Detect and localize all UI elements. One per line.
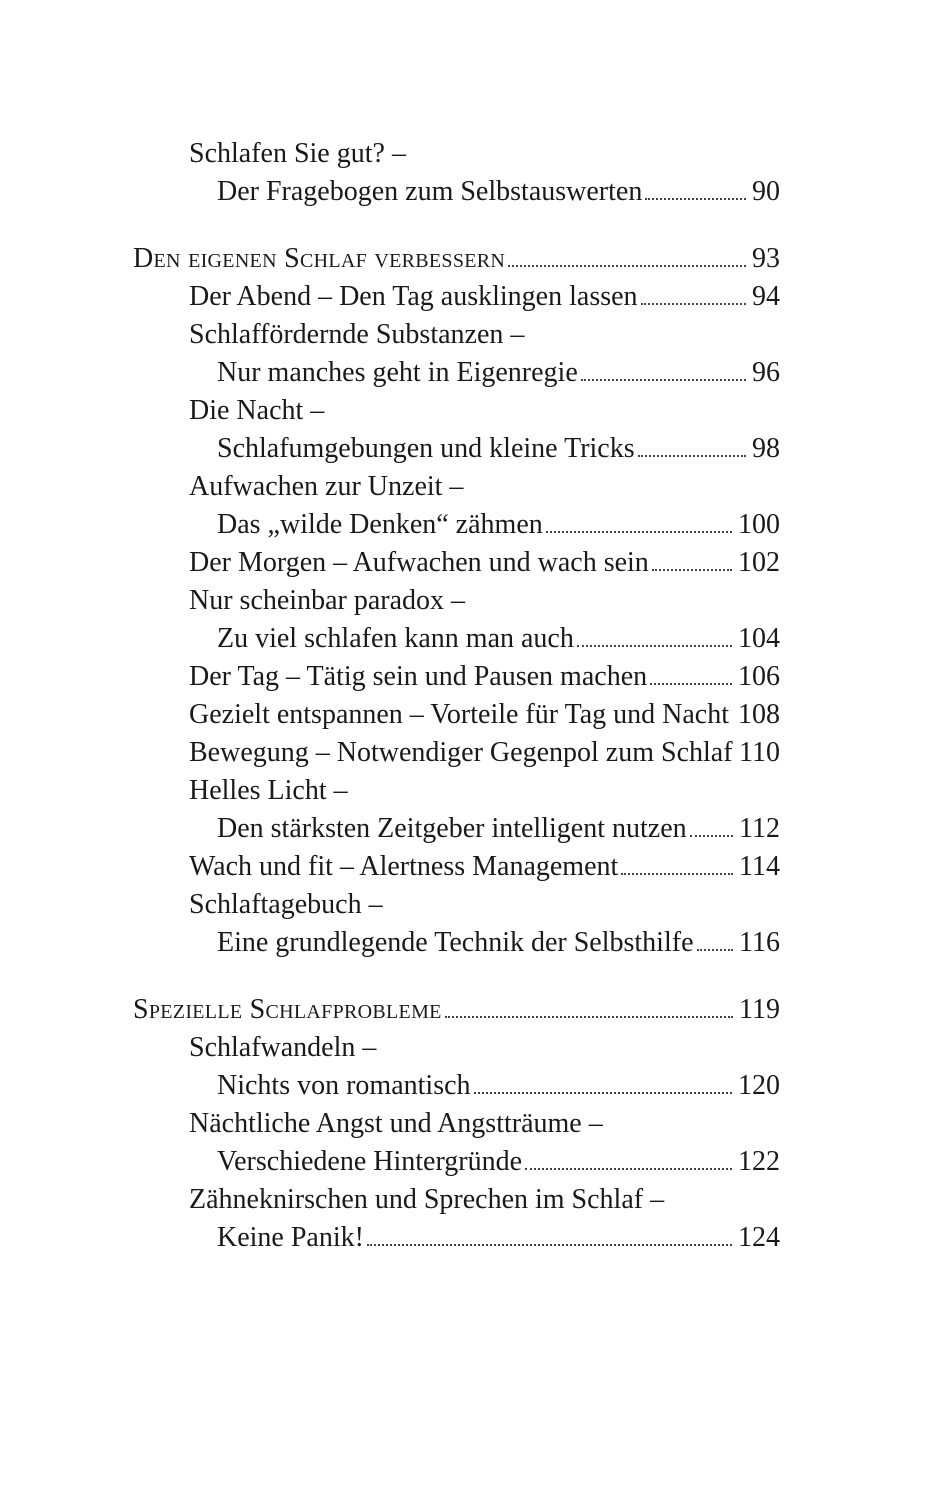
toc-entry	[0, 135, 945, 173]
toc-entry-text: Nächtliche Angst und Angstträume –	[189, 1108, 603, 1139]
toc-entry-text: Zu viel schlafen kann man auch	[217, 623, 574, 654]
toc-entry-text: Das „wilde Denken“ zähmen	[217, 509, 543, 540]
toc-entry	[0, 468, 945, 506]
table-of-contents	[0, 135, 945, 1257]
toc-entry-text: Der Morgen – Aufwachen und wach sein	[189, 547, 649, 578]
dot-leader	[474, 1092, 732, 1094]
toc-entry	[0, 848, 945, 886]
dot-leader	[641, 303, 746, 305]
toc-entry-text: Schlaftagebuch –	[189, 889, 383, 920]
toc-page-number: 100	[738, 509, 780, 540]
toc-entry	[0, 620, 945, 658]
toc-entry-text: Schlafwandeln –	[189, 1032, 377, 1063]
toc-section-heading	[0, 991, 945, 1029]
toc-page-number: 106	[738, 661, 780, 692]
toc-entry	[0, 1181, 945, 1219]
toc-page-number: 119	[739, 994, 780, 1025]
toc-entry	[0, 810, 945, 848]
dot-leader	[690, 835, 733, 837]
toc-page-number: 116	[739, 927, 780, 958]
toc-entry-text: Der Fragebogen zum Selbstauswerten	[217, 176, 643, 207]
toc-entry	[0, 1067, 945, 1105]
toc-entry-text: Keine Panik!	[217, 1222, 364, 1253]
toc-entry-text: Schlafumgebungen und kleine Tricks	[217, 433, 635, 464]
dot-leader	[577, 645, 732, 647]
toc-entry	[0, 1029, 945, 1067]
toc-entry	[0, 506, 945, 544]
toc-entry	[0, 430, 945, 468]
toc-entry-text: Bewegung – Notwendiger Gegenpol zum Schlaf	[189, 737, 733, 768]
dot-leader	[546, 531, 732, 533]
toc-entry	[0, 1219, 945, 1257]
toc-entry-text: Der Abend – Den Tag ausklingen lassen	[189, 281, 638, 312]
toc-page-number: 120	[738, 1070, 780, 1101]
toc-entry	[0, 392, 945, 430]
toc-entry-text: Nur scheinbar paradox –	[189, 585, 466, 616]
toc-page-number: 110	[739, 737, 780, 768]
toc-page-number: 96	[752, 357, 780, 388]
dot-leader	[638, 455, 746, 457]
toc-page-number: 94	[752, 281, 780, 312]
toc-entry	[0, 544, 945, 582]
toc-page-number: 104	[738, 623, 780, 654]
toc-entry-text: Der Tag – Tätig sein und Pausen machen	[189, 661, 648, 692]
toc-entry	[0, 924, 945, 962]
toc-section-heading	[0, 240, 945, 278]
dot-leader	[621, 873, 733, 875]
toc-page-number: 108	[738, 699, 780, 730]
toc-entry-text: Nur manches geht in Eigenregie	[217, 357, 578, 388]
toc-entry	[0, 1143, 945, 1181]
toc-entry	[0, 316, 945, 354]
toc-section-title: Den eigenen Schlaf verbessern	[133, 243, 506, 274]
dot-leader	[581, 379, 746, 381]
toc-page-number: 90	[752, 176, 780, 207]
toc-entry	[0, 886, 945, 924]
toc-entry-text: Aufwachen zur Unzeit –	[189, 471, 464, 502]
toc-page-number: 112	[739, 813, 780, 844]
toc-entry	[0, 173, 945, 211]
toc-entry-text: Eine grundlegende Technik der Selbsthilfe	[217, 927, 694, 958]
toc-entry-text: Nichts von romantisch	[217, 1070, 471, 1101]
toc-page-number: 122	[738, 1146, 780, 1177]
toc-entry	[0, 278, 945, 316]
toc-entry	[0, 734, 945, 772]
toc-section-title: Spezielle Schlafprobleme	[133, 994, 442, 1025]
toc-entry	[0, 658, 945, 696]
toc-entry-text: Gezielt entspannen – Vorteile für Tag und Nacht	[189, 699, 729, 730]
dot-leader	[508, 265, 746, 267]
toc-entry-text: Die Nacht –	[189, 395, 325, 426]
toc-entry-text: Zähneknirschen und Sprechen im Schlaf –	[189, 1184, 665, 1215]
toc-entry	[0, 354, 945, 392]
dot-leader	[697, 949, 733, 951]
toc-entry	[0, 582, 945, 620]
dot-leader	[445, 1016, 733, 1018]
toc-entry	[0, 696, 945, 734]
toc-entry-text: Schlafen Sie gut? –	[189, 138, 406, 169]
toc-entry	[0, 772, 945, 810]
toc-page-number: 114	[739, 851, 780, 882]
toc-entry-text: Verschiedene Hintergründe	[217, 1146, 523, 1177]
toc-entry	[0, 1105, 945, 1143]
dot-leader	[652, 569, 732, 571]
toc-entry-text: Schlaffördernde Substanzen –	[189, 319, 525, 350]
toc-entry-text: Helles Licht –	[189, 775, 348, 806]
dot-leader	[645, 198, 746, 200]
toc-entry-text: Den stärksten Zeitgeber intelligent nutzen	[217, 813, 687, 844]
toc-entry-text: Wach und fit – Alertness Management	[189, 851, 619, 882]
toc-page-number: 124	[738, 1222, 780, 1253]
dot-leader	[367, 1244, 732, 1246]
dot-leader	[525, 1168, 732, 1170]
toc-page-number: 93	[752, 243, 780, 274]
toc-page-number: 98	[752, 433, 780, 464]
dot-leader	[650, 683, 732, 685]
toc-page-number: 102	[738, 547, 780, 578]
